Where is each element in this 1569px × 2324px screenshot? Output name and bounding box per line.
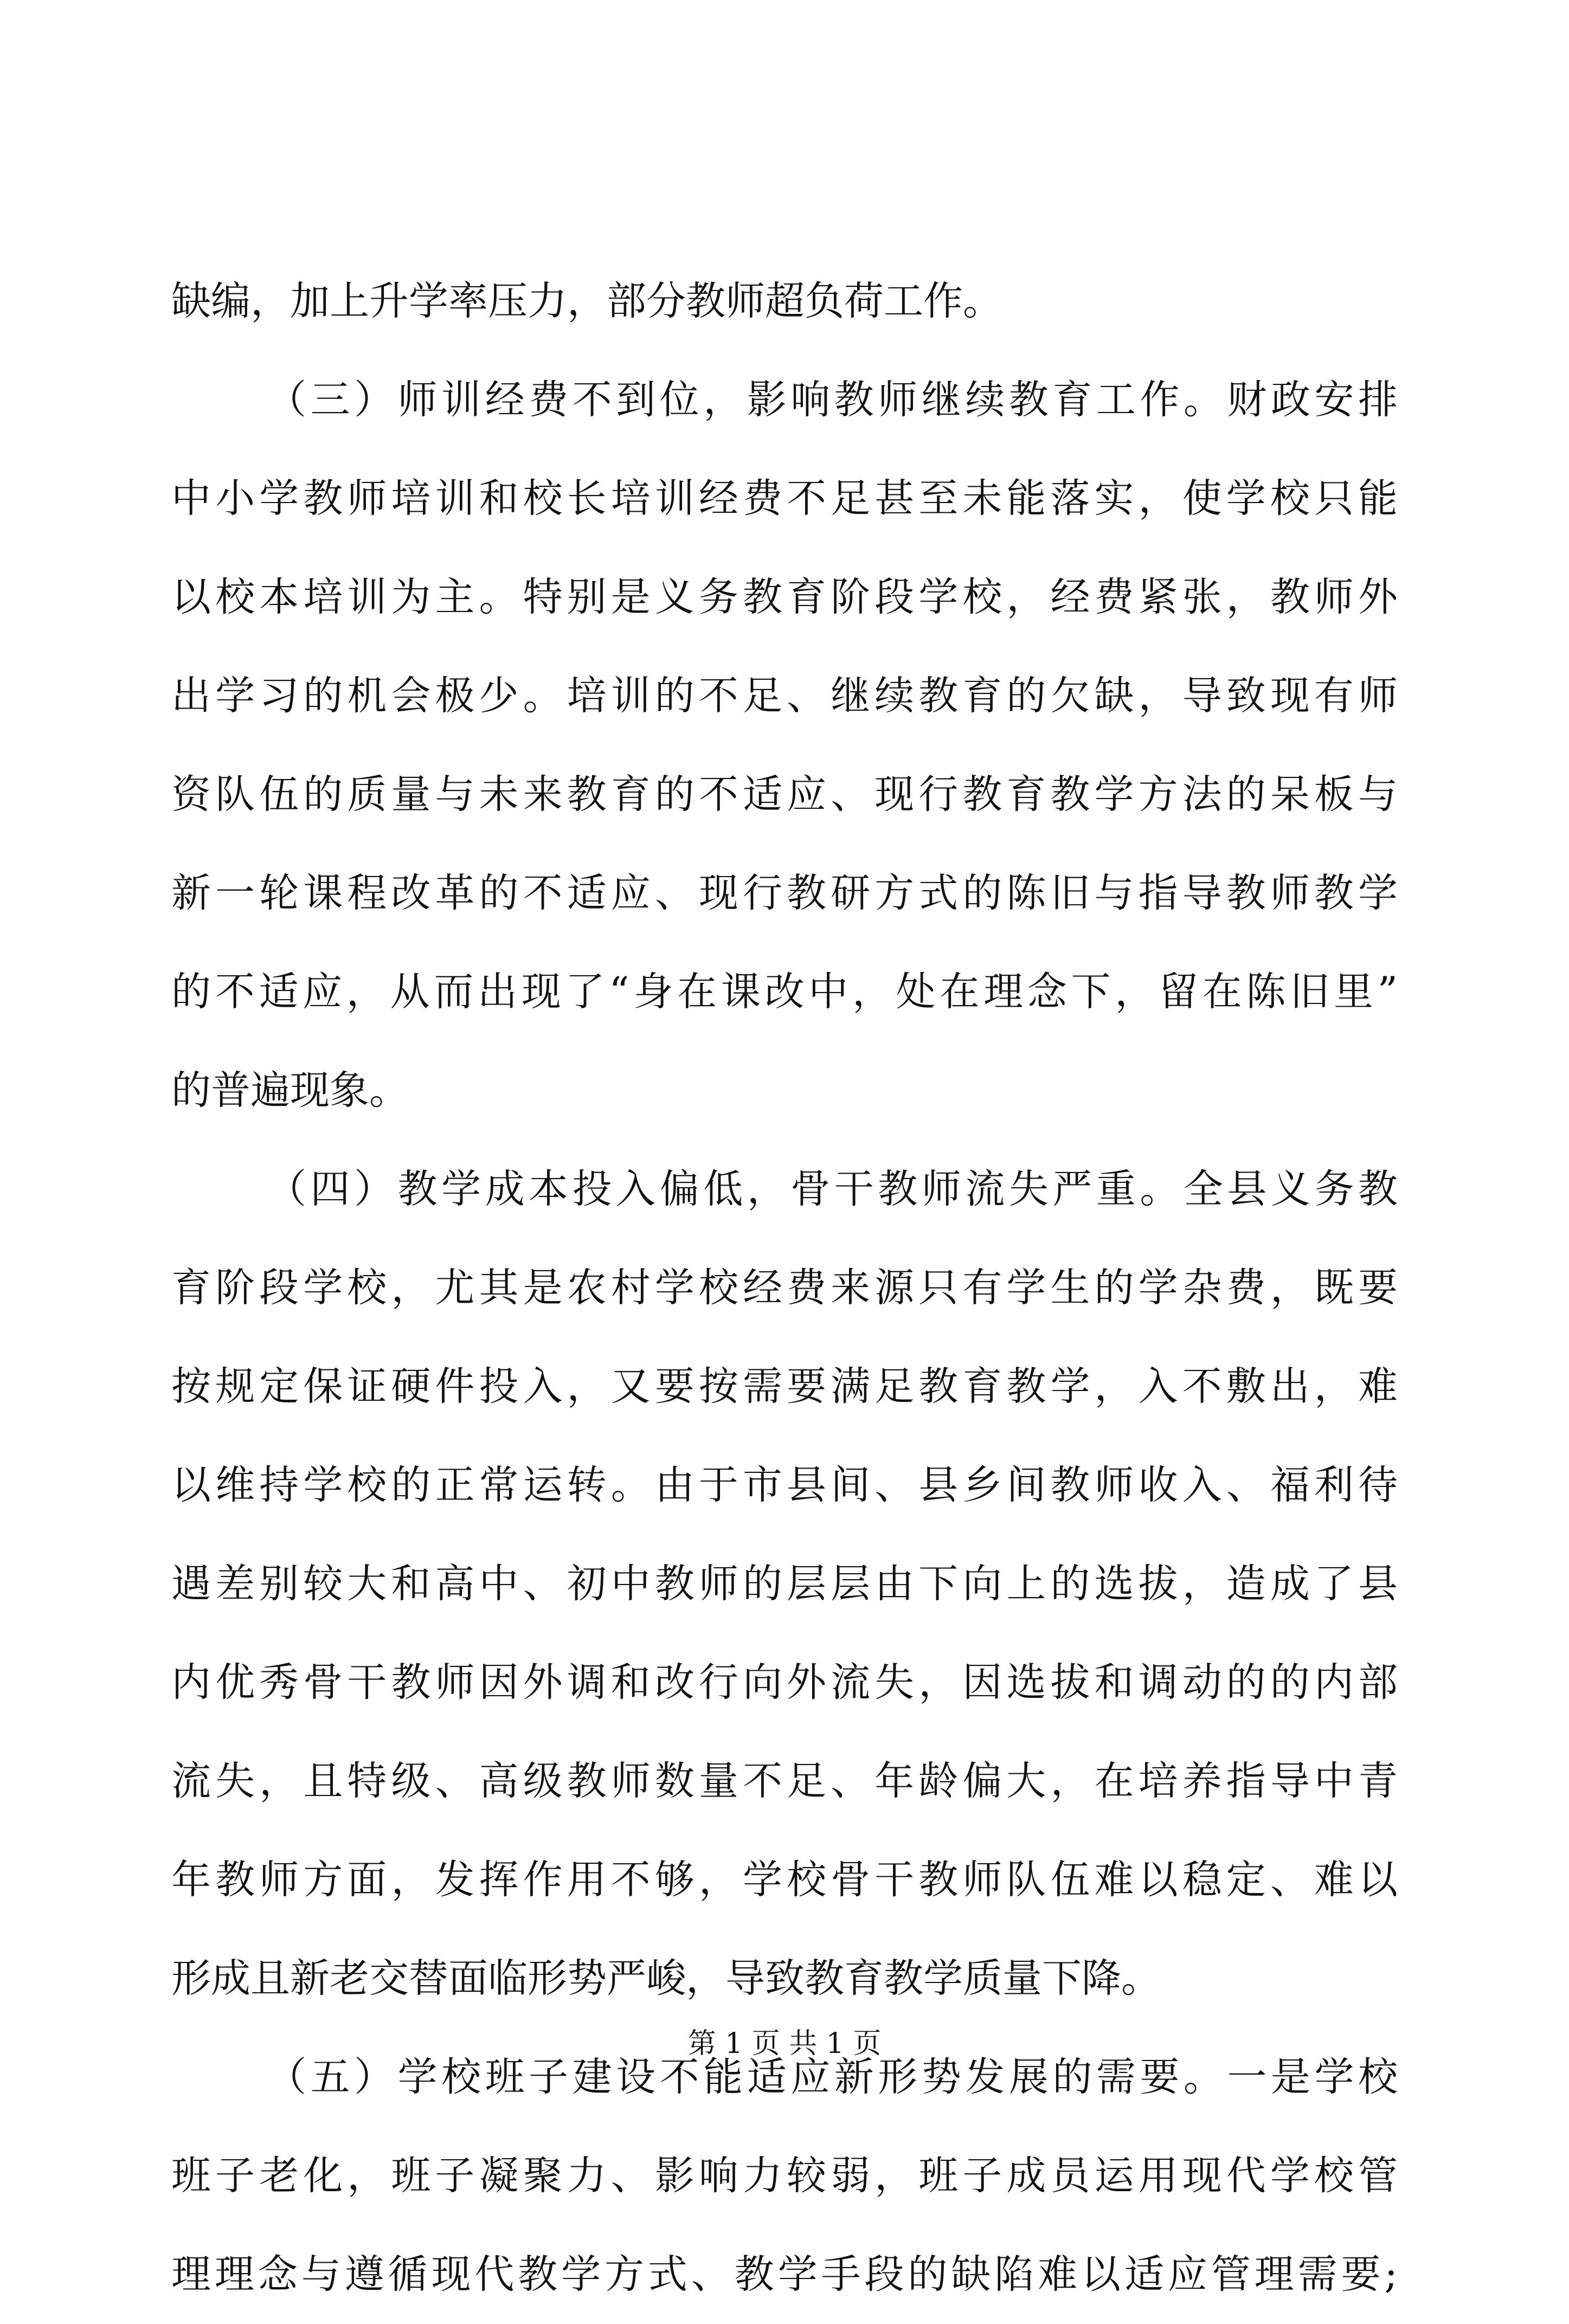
text-line: 形成且新老交替面临形势严峻，导致教育教学质量下降。	[171, 1955, 1161, 2001]
text-line: 的普遍现象。	[171, 1067, 409, 1113]
text-line: （四）教学成本投入偏低，骨干教师流失严重。全县义务教	[267, 1166, 1398, 1212]
text-line: 缺编，加上升学率压力，部分教师超负荷工作。	[171, 278, 1002, 324]
text-line: 理理念与遵循现代教学方式、教学手段的缺陷难以适应管理需要;	[171, 2251, 1398, 2297]
text-line: 资队伍的质量与未来教育的不适应、现行教育教学方法的呆板与	[171, 771, 1398, 817]
document-body	[171, 252, 1398, 2324]
text-line: （三）师训经费不到位，影响教师继续教育工作。财政安排	[267, 377, 1398, 423]
text-line: 以维持学校的正常运转。由于市县间、县乡间教师收入、福利待	[171, 1462, 1398, 1508]
text-line: 新一轮课程改革的不适应、现行教研方式的陈旧与指导教师教学	[171, 870, 1398, 916]
text-line: 遇差别较大和高中、初中教师的层层由下向上的选拔，造成了县	[171, 1561, 1398, 1607]
text-line: （五）学校班子建设不能适应新形势发展的需要。一是学校	[267, 2054, 1398, 2100]
text-line: 流失，且特级、高级教师数量不足、年龄偏大，在培养指导中青	[171, 1758, 1398, 1804]
text-line: 以校本培训为主。特别是义务教育阶段学校，经费紧张，教师外	[171, 574, 1398, 620]
text-line: 按规定保证硬件投入，又要按需要满足教育教学，入不敷出，难	[171, 1363, 1398, 1409]
text-line: 内优秀骨干教师因外调和改行向外流失，因选拔和调动的的内部	[171, 1659, 1398, 1705]
text-line: 中小学教师培训和校长培训经费不足甚至未能落实，使学校只能	[171, 475, 1398, 522]
text-line: 育阶段学校，尤其是农村学校经费来源只有学生的学杂费，既要	[171, 1265, 1398, 1311]
text-line: 班子老化，班子凝聚力、影响力较弱，班子成员运用现代学校管	[171, 2153, 1398, 2199]
page-footer	[0, 2025, 1569, 2063]
text-line: 的不适应，从而出现了“身在课改中，处在理念下，留在陈旧里”	[171, 969, 1398, 1015]
text-line: 出学习的机会极少。培训的不足、继续教育的欠缺，导致现有师	[171, 673, 1398, 719]
text-line: 年教师方面，发挥作用不够，学校骨干教师队伍难以稳定、难以	[171, 1857, 1398, 1903]
page-number-label: 第 1 页 共 1 页	[687, 2027, 882, 2060]
